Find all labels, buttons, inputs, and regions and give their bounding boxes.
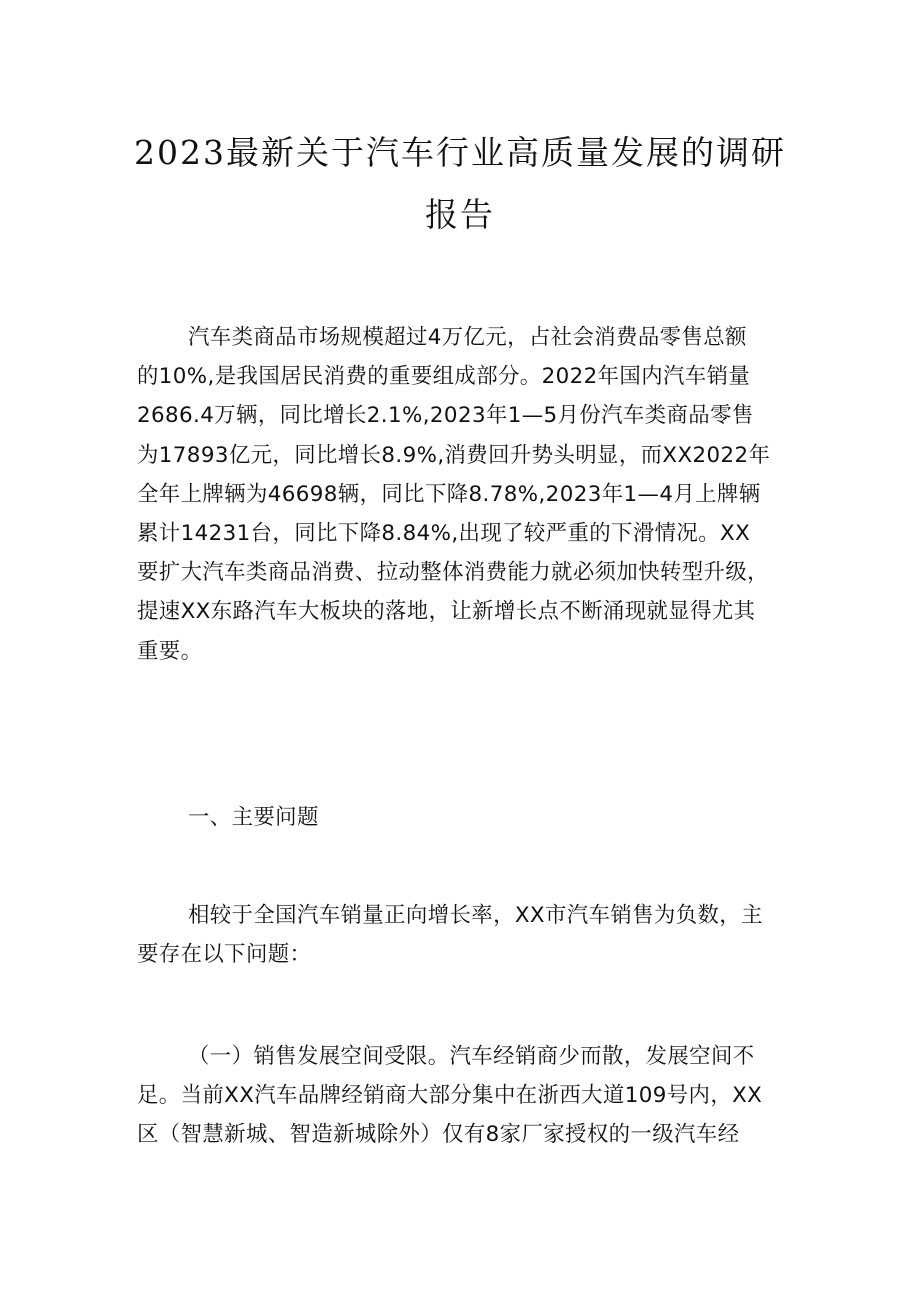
- paragraph-line: 区（智慧新城、智造新城除外）仅有8家厂家授权的一级汽车经: [137, 1122, 740, 1148]
- problem-1-paragraph: [137, 1037, 793, 1155]
- paragraph-line: 足。当前XX汽车品牌经销商大部分集中在浙西大道109号内，XX: [137, 1083, 763, 1109]
- paragraph-line: 的10%,是我国居民消费的重要组成部分。2022年国内汽车销量: [137, 364, 751, 390]
- paragraph-line: 全年上牌辆为46698辆，同比下降8.78%,2023年1—4月上牌辆: [137, 481, 761, 507]
- paragraph-line: 相较于全国汽车销量正向增长率，XX市汽车销售为负数，主: [188, 903, 763, 928]
- intro-paragraph: [137, 318, 793, 671]
- title-line: 2023最新关于汽车行业高质量发展的调研: [134, 133, 786, 172]
- paragraph-line: 汽车类商品市场规模超过4万亿元，占社会消费品零售总额: [188, 325, 747, 350]
- paragraph-line: 要扩大汽车类商品消费、拉动整体消费能力就必须加快转型升级，: [137, 560, 769, 586]
- paragraph-line: 2686.4万辆，同比增长2.1%,2023年1—5月份汽车类商品零售: [137, 403, 754, 429]
- paragraph-line: 累计14231台，同比下降8.84%,出现了较严重的下滑情况。XX: [137, 521, 751, 547]
- paragraph-line: 要存在以下问题：: [137, 942, 312, 968]
- problems-intro-paragraph: [137, 896, 793, 974]
- paragraph-line: 为17893亿元，同比增长8.9%,消费回升势头明显，而XX2022年: [137, 442, 771, 468]
- title-line: 报告: [425, 195, 495, 234]
- section-heading: [137, 798, 793, 837]
- paragraph-line: （一）销售发展空间受限。汽车经销商少而散，发展空间不: [188, 1044, 755, 1069]
- paragraph-line: 提速XX东路汽车大板块的落地，让新增长点不断涌现就显得尤其: [137, 599, 756, 625]
- paragraph-line: 重要。: [137, 638, 203, 664]
- document-title: [120, 122, 800, 246]
- section-heading-text: 一、主要问题: [188, 805, 319, 830]
